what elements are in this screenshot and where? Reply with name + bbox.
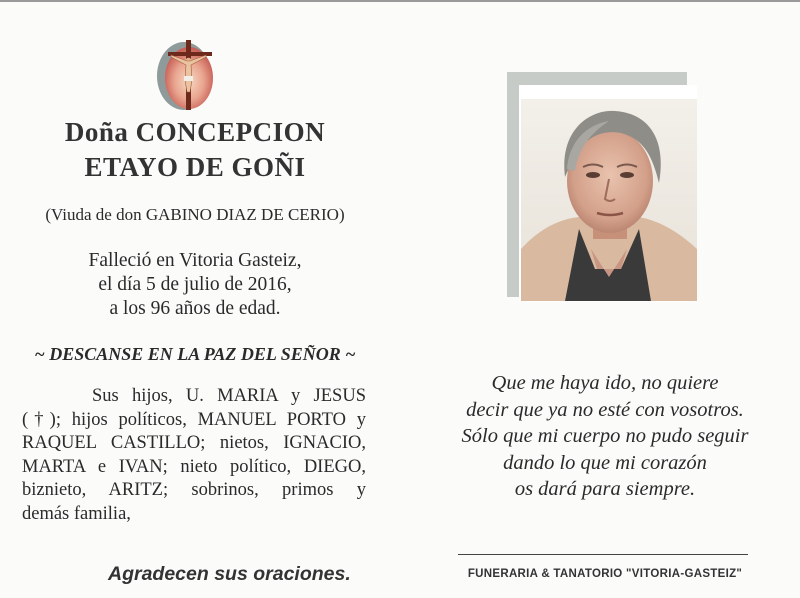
portrait-photo <box>521 99 697 301</box>
death-age: a los 96 años de edad. <box>109 298 281 319</box>
top-edge-line <box>0 0 800 2</box>
death-date: el día 5 de julio de 2016, <box>98 274 292 295</box>
deceased-name-line1: Doña CONCEPCION <box>64 117 326 147</box>
poem-line: os dará para siempre. <box>514 478 696 500</box>
poem <box>420 370 790 503</box>
deceased-name-line2: ETAYO DE GOÑI <box>84 152 306 182</box>
poem-line: Que me haya ido, no quiere <box>491 372 719 394</box>
crucifix-icon <box>156 34 218 112</box>
widow-note: (Viuda de don GABINO DIAZ DE CERIO) <box>45 205 345 224</box>
footer-divider <box>458 554 748 555</box>
poem-line: decir que ya no esté con vosotros. <box>466 398 744 421</box>
family-line: demás familia, <box>22 503 131 524</box>
funeral-home-name: FUNERARIA & TANATORIO "VITORIA-GASTEIZ" <box>467 568 743 580</box>
family-line: RAQUEL CASTILLO; nietos, IGNACIO, <box>22 433 366 453</box>
family-line: MARTA e IVAN; nieto político, DIEGO, <box>22 456 366 477</box>
family-paragraph <box>22 385 366 526</box>
family-line: (†); hijos políticos, MANUEL PORTO y <box>22 409 366 430</box>
death-place: Falleció en Vitoria Gasteiz, <box>88 250 302 271</box>
poem-line: dando lo que mi corazón <box>503 451 707 474</box>
family-line: Sus hijos, U. MARIA y JESUS <box>92 386 366 406</box>
thanks-line: Agradecen sus oraciones. <box>108 563 351 585</box>
family-line: biznieto, ARITZ; sobrinos, primos y <box>22 480 366 500</box>
rest-in-peace-heading: ~ DESCANSE EN LA PAZ DEL SEÑOR ~ <box>34 344 356 364</box>
poem-line: Sólo que mi cuerpo no pudo seguir <box>461 425 749 447</box>
